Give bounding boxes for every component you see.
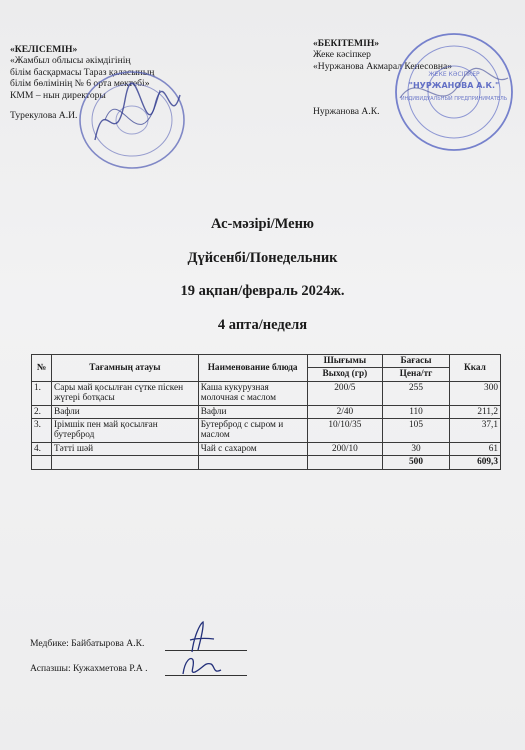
- header-number: №: [32, 355, 52, 382]
- agreed-heading: «КЕЛІСЕМІН»: [10, 44, 78, 55]
- agreed-signatory: Турекулова А.И.: [10, 110, 78, 122]
- cook-signature-label: Аспазшы: Кужахметова Р.А .: [30, 663, 148, 674]
- agreed-line-2: білім басқармасы Тараз қаласының: [10, 66, 155, 78]
- row-dish-ru: Бутерброд с сыром и маслом: [198, 419, 307, 443]
- row-kcal: 211,2: [449, 405, 500, 418]
- table-row: [32, 442, 501, 455]
- row-kcal: 300: [449, 381, 500, 405]
- table-header-row: [32, 355, 501, 368]
- row-price: 255: [383, 381, 450, 405]
- header-yield-kz: Шығымы: [307, 355, 383, 368]
- total-price: 500: [383, 456, 450, 469]
- approved-signatory: Нуржанова А.К.: [313, 106, 380, 118]
- header-dish-ru: Наименование блюда: [198, 355, 307, 382]
- menu-table: [31, 354, 501, 470]
- seal-text-middle: "НУРЖАНОВА А.К.": [408, 81, 500, 90]
- row-dish-ru: Чай с сахаром: [198, 442, 307, 455]
- row-number: 1.: [32, 381, 52, 405]
- row-kcal: 61: [449, 442, 500, 455]
- menu-title: Ас-мәзірі/Меню: [210, 216, 315, 232]
- header-dish-kz: Тағамның атауы: [52, 355, 199, 382]
- header-price-kz: Бағасы: [383, 355, 450, 368]
- row-yield: 10/10/35: [307, 419, 383, 443]
- school-seal-stamp: [60, 60, 200, 175]
- approved-line-1: Жеке кәсіпкер: [313, 49, 371, 61]
- day-title: Дүйсенбі/Понедельник: [187, 250, 338, 266]
- seal-text-top: ЖЕКЕ КӘСІПКЕР: [428, 71, 480, 78]
- date-title: 19 ақпан/февраль 2024ж.: [180, 283, 345, 299]
- row-price: 30: [383, 442, 450, 455]
- row-kcal: 37,1: [449, 419, 500, 443]
- seal-text-bottom: ИНДИВИДУАЛЬНЫЙ ПРЕДПРИНИМАТЕЛЬ: [400, 96, 508, 102]
- table-row: [32, 405, 501, 418]
- row-yield: 2/40: [307, 405, 383, 418]
- row-number: 3.: [32, 419, 52, 443]
- week-title: 4 апта/неделя: [217, 317, 308, 333]
- approved-line-2: «Нуржанова Акмарал Кенесовна»: [313, 60, 453, 72]
- nurse-signature-label: Медбике: Байбатырова А.К.: [30, 638, 145, 649]
- agreed-line-4: КММ – нын директоры: [10, 89, 106, 101]
- header-price-ru: Цена/тг: [383, 368, 450, 381]
- row-dish-kz: Сары май қосылған сүтке піскен жүгері ботқасы: [52, 381, 199, 405]
- table-row: [32, 419, 501, 443]
- row-dish-kz: Вафли: [52, 405, 199, 418]
- row-price: 110: [383, 405, 450, 418]
- table-row: [32, 381, 501, 405]
- row-dish-kz: Тәтті шәй: [52, 442, 199, 455]
- row-dish-ru: Вафли: [198, 405, 307, 418]
- row-price: 105: [383, 419, 450, 443]
- agreed-line-1: «Жамбыл облысы әкімдігінің: [10, 55, 131, 67]
- approved-heading: «БЕКІТЕМІН»: [313, 38, 380, 49]
- row-number: 2.: [32, 405, 52, 418]
- agreed-line-3: білім бөлімінің № 6 орта мектебі»: [10, 78, 150, 90]
- cook-signature: [165, 648, 245, 682]
- row-yield: 200/5: [307, 381, 383, 405]
- row-dish-ru: Каша кукурузная молочная с маслом: [198, 381, 307, 405]
- row-dish-kz: Ірімшік пен май қосылған бутерброд: [52, 419, 199, 443]
- table-total-row: [32, 456, 501, 469]
- total-kcal: 609,3: [449, 456, 500, 469]
- header-yield-ru: Выход (гр): [307, 368, 383, 381]
- row-yield: 200/10: [307, 442, 383, 455]
- entrepreneur-seal-stamp: [390, 28, 518, 156]
- row-number: 4.: [32, 442, 52, 455]
- header-kcal: Ккал: [449, 355, 500, 382]
